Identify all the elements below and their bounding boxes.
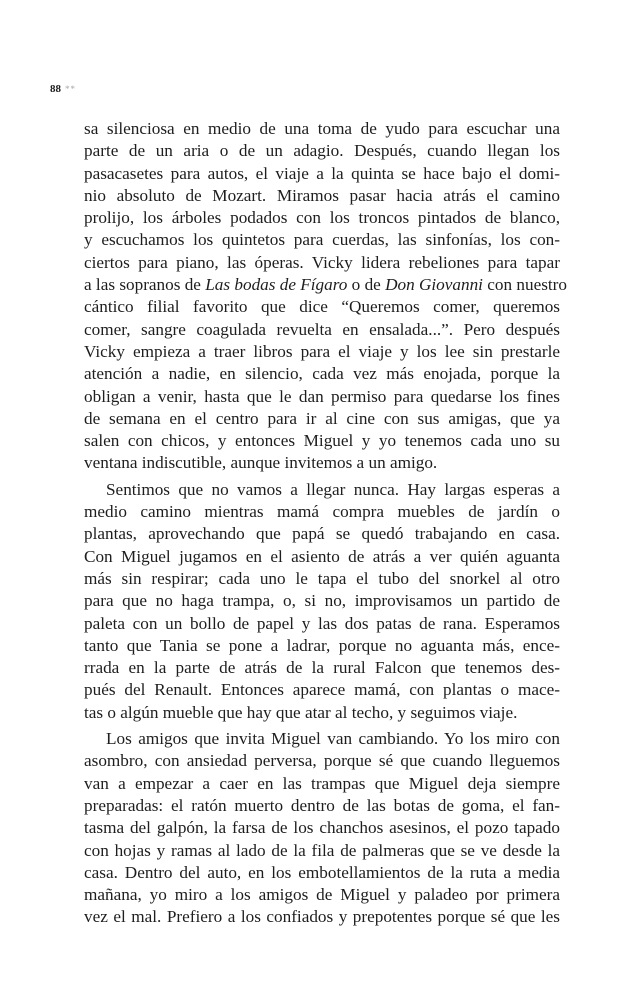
text-run: cántico filial favorito que dice “Queremos comer, queremos (84, 297, 560, 317)
text-line (84, 817, 560, 839)
text-line (84, 679, 560, 701)
text-run: parte de un aria o de un adagio. Después, cuando llegan los (84, 141, 560, 161)
text-line (84, 274, 567, 296)
text-line (84, 140, 560, 162)
paragraph (84, 479, 560, 724)
text-line (84, 635, 560, 657)
text-run: vez el mal. Prefiero a los confiados y prepotentes porque sé que les (84, 907, 560, 927)
text-body (84, 118, 567, 929)
text-line (84, 363, 560, 385)
text-line (84, 657, 560, 679)
text-run: Vicky empieza a traer libros para el viaje y los lee sin prestarle (84, 341, 560, 361)
text-run: Los amigos que invita Miguel van cambiando. Yo los miro con (106, 729, 560, 749)
text-line (84, 163, 560, 185)
text-line (84, 523, 560, 545)
text-line (84, 341, 560, 363)
text-run: paleta con un bollo de papel y las dos patas de rana. Esperamos (84, 613, 560, 633)
text-line (84, 408, 560, 430)
text-line (84, 568, 560, 590)
page-number: 88 (50, 83, 61, 95)
text-line (84, 319, 560, 341)
text-line (84, 118, 560, 140)
text-run: obligan a venir, hasta que le dan permiso para quedarse los fines (84, 386, 560, 406)
ornament-asterisks: ** (65, 84, 76, 94)
running-header (50, 82, 76, 96)
text-run: salen con chicos, y entonces Miguel y yo tenemos cada uno su (84, 431, 560, 451)
text-run: para que no haga trampa, o, si no, improvisamos un partido de (84, 591, 560, 611)
text-line (84, 546, 560, 568)
text-run: tas o algún mueble que hay que atar al techo, y seguimos viaje. (84, 702, 518, 722)
text-run: rrada en la parte de atrás de la rural Falcon que tenemos des- (84, 658, 560, 678)
text-run: y escuchamos los quintetos para cuerdas, las sinfonías, los con- (84, 230, 560, 250)
text-line (84, 501, 560, 523)
text-line (84, 252, 560, 274)
text-run: ciertos para piano, las óperas. Vicky lidera rebeliones para tapar (84, 252, 560, 272)
text-line (84, 702, 560, 724)
text-run: van a empezar a caer en las trampas que Miguel deja siempre (84, 773, 560, 793)
text-run: tasma del galpón, la farsa de los chanchos asesinos, el pozo tapado (84, 818, 560, 838)
text-run: pasacasetes para autos, el viaje a la quinta se hace bajo el domi- (84, 163, 560, 183)
text-line (84, 185, 560, 207)
text-run: casa. Dentro del auto, en los embotellamientos de la ruta a media (84, 862, 560, 882)
text-line (84, 386, 560, 408)
text-run: plantas, aprovechando que papá se quedó trabajando en casa. (84, 524, 560, 544)
text-run: prolijo, los árboles podados con los troncos pintados de blanco, (84, 208, 560, 228)
text-run: nio absoluto de Mozart. Miramos pasar hacia atrás el camino (84, 185, 560, 205)
text-line (84, 750, 560, 772)
text-run: atención a nadie, en silencio, cada vez más enojada, porque la (84, 364, 560, 384)
text-run: preparadas: el ratón muerto dentro de las botas de goma, el fan- (84, 795, 560, 815)
italic-title: Don Giovanni (385, 275, 483, 295)
text-run: asombro, con ansiedad perversa, porque sé que cuando lleguemos (84, 751, 560, 771)
text-line (84, 884, 560, 906)
text-line (84, 728, 560, 750)
text-run: Con Miguel jugamos en el asiento de atrás a ver quién aguanta (84, 546, 560, 566)
text-line (84, 452, 560, 474)
text-run: o de (347, 275, 386, 295)
text-line (84, 613, 560, 635)
text-run: mañana, yo miro a los amigos de Miguel y paladeo por primera (84, 885, 560, 905)
text-run: ventana indiscutible, aunque invitemos a un amigo. (84, 453, 438, 473)
text-run: a las sopranos de (84, 275, 206, 295)
text-run: más sin respirar; cada uno le tapa el tubo del snorkel al otro (84, 568, 560, 588)
paragraph (84, 728, 560, 929)
text-line (84, 906, 560, 928)
text-run: comer, sangre coagulada revuelta en ensalada...”. Pero después (84, 319, 560, 339)
text-run: Sentimos que no vamos a llegar nunca. Hay largas esperas a (106, 479, 560, 499)
italic-title: Las bodas de Fígaro (205, 275, 348, 295)
text-run: sa silenciosa en medio de una toma de yudo para escuchar una (84, 119, 560, 138)
text-line (84, 773, 560, 795)
text-line (84, 840, 560, 862)
text-line (84, 296, 560, 318)
text-run: con nuestro (482, 275, 567, 295)
text-run: medio camino mientras mamá compra muebles de jardín o (84, 502, 560, 522)
text-line (84, 229, 560, 251)
text-line (84, 862, 560, 884)
text-run: tanto que Tania se pone a ladrar, porque no aguanta más, ence- (84, 635, 560, 655)
text-run: pués del Renault. Entonces aparece mamá, con plantas o mace- (84, 680, 560, 700)
text-line (84, 430, 560, 452)
text-run: de semana en el centro para ir al cine con sus amigas, que ya (84, 408, 560, 428)
text-line (84, 479, 560, 501)
paragraph (84, 118, 567, 475)
text-run: con hojas y ramas al lado de la fila de palmeras que se ve desde la (84, 840, 560, 860)
text-line (84, 207, 560, 229)
text-line (84, 795, 560, 817)
text-line (84, 590, 560, 612)
